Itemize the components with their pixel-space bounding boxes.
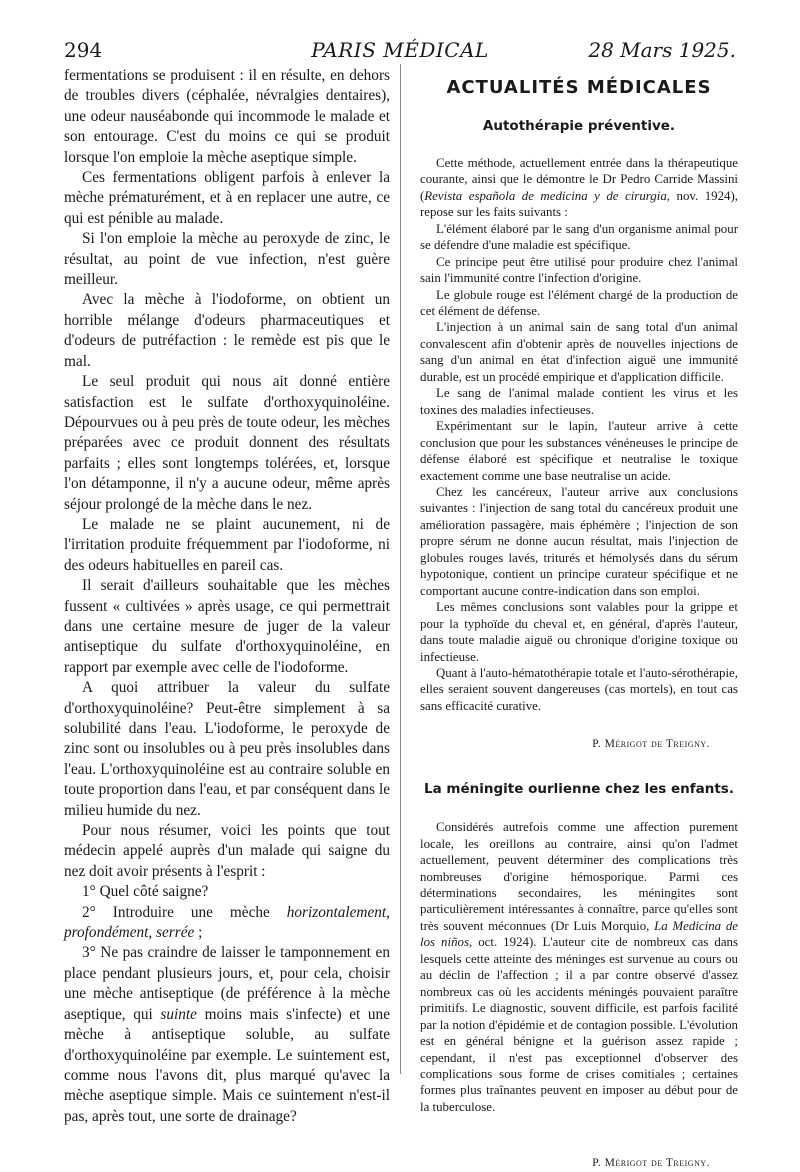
paragraph: L'élément élaboré par le sang d'un organisme animal pour se défendre d'une maladie est spécifique. <box>420 221 738 253</box>
column-divider <box>400 64 401 1074</box>
paragraph: Il serait d'ailleurs souhaitable que les mèches fussent « cultivées » après usage, ce qui permettrait dans une certaine mesure de juger de la valeur antiseptique du sulfate d'orthoxyquinoléine, en rapport par exemple avec celle de l'iodoforme. <box>64 577 390 676</box>
paragraph <box>420 155 738 221</box>
journal-citation: La Medicina de los niños <box>420 918 738 950</box>
text-run: Considérés autrefois comme une affection purement locale, les oreillons au contraire, ainsi qu'on l'admet actuellement, peuvent déterminer des complications très nombreuses d'origine hémosporique. Parmi ces déterminations secondaires, les méningites sont particulièrement intéressantes à connaître, parce qu'elles sont très souvent méconnues (Dr Luis Morquio, <box>420 820 738 933</box>
left-column <box>64 66 390 1127</box>
author-signature: P. Mérigot de Treigny. <box>592 1157 710 1170</box>
paragraph: Le sang de l'animal malade contient les virus et les toxines des maladies infectieuses. <box>420 386 738 417</box>
author-signature: P. Mérigot de Treigny. <box>592 738 710 751</box>
paragraph: Le globule rouge est l'élément chargé de la production de cet élément de défense. <box>420 287 738 318</box>
paragraph <box>420 819 738 1115</box>
paragraph: L'injection à un animal sain de sang total d'un animal convalescent afin d'obtenir après de nouvelles injections de sang d'un animal en état d'infection aiguë une immunité durable, est un procédé empirique et d'application difficile. <box>420 320 738 384</box>
paragraph: Pour nous résumer, voici les points que tout médecin appelé auprès d'un malade qui saigne du nez doit avoir présents à l'esprit : <box>64 822 390 880</box>
article-title: La méningite ourlienne chez les enfants. <box>424 780 734 797</box>
list-item <box>64 903 390 944</box>
emphasis: horizontalement, profondément, serrée <box>64 903 390 942</box>
list-item: 1° Quel côté saigne? <box>82 883 209 901</box>
emphasis: suinte <box>160 1005 197 1023</box>
text-run: ; <box>194 924 203 942</box>
text-run: 3° Ne pas craindre de laisser le tamponnement en place pendant plusieurs jours, et, pour cela, choisir une mèche antiseptique (de préférence à la mèche aseptique, qui <box>64 944 390 1023</box>
paragraph: Les mêmes conclusions sont valables pour la grippe et pour la typhoïde du cheval et, en général, d'après l'auteur, dans toute maladie aiguë ou chronique d'origine toxique ou infectieuse. <box>420 600 738 664</box>
paragraph: Le seul produit qui nous ait donné entière satisfaction est le sulfate d'orthoxyquinoléine. Dépourvues ou à peu près de toute odeur, les mèches préparées avec ce produit donnent des résultats parfaits ; elles sont longtemps tolérées, et, lorsque l'on détamponne, il n'y a aucune odeur, même après séjour prolongé de la mèche dans le nez. <box>64 373 390 513</box>
text-run: 2° Introduire une mèche <box>82 903 287 921</box>
list-item <box>64 943 390 1127</box>
paragraph: Expérimentant sur le lapin, l'auteur arrive à cette conclusion que pour les substances vénéneuses le principe de défense élaboré est spécifique et neutralise le toxique exactement comme une base neutralise un acide. <box>420 419 738 483</box>
text-run: Cette méthode, actuellement entrée dans la thérapeutique courante, ainsi que le démontre le Dr Pedro Carride Massini ( <box>420 155 738 203</box>
text-run: moins mais s'infecte) et une mèche à antiseptique soluble, au sulfate d'orthoxyquinoléine par exemple. Le suintement est, comme nous l'avons dit, plus marqué qu'avec la mèche aseptique simple. Mais ce suintement n'est-il pas, après tout, une sorte de drainage? <box>64 1005 390 1125</box>
journal-title: PARIS MÉDICAL <box>311 38 489 62</box>
paragraph: Avec la mèche à l'iodoforme, on obtient un horrible mélange d'odeurs pharmaceutiques et d'odeurs de putréfaction : le remède est pis que le mal. <box>64 291 390 370</box>
section-title: ACTUALITÉS MÉDICALES <box>446 77 712 98</box>
paragraph: Chez les cancéreux, l'auteur arrive aux conclusions suivantes : l'injection de sang total du cancéreux produit une amélioration passagère, mais éphémère ; l'injection de son propre sérum ne donne aucun résultat, mais l'injection de globules rouges lavés, triturés et hémolysés dans du sérum hypotonique, contient un principe curateur spécifique et ne comportant aucune contre-indication dans son emploi. <box>420 484 738 598</box>
paragraph: Quant à l'auto-hématothérapie totale et l'auto-sérothérapie, elles seraient souvent dangereuses (cas mortels), en tout cas sans efficacité curative. <box>420 665 738 713</box>
paragraph: fermentations se produisent : il en résulte, en dehors de troubles divers (céphalée, névralgies dentaires), une odeur nauséabonde qui incommode le malade et son entourage. C'est du moins ce qui se produit lorsque l'on emploie la mèche aseptique simple. <box>64 67 390 166</box>
text-run: , nov. 1924), repose sur les faits suivants : <box>420 188 739 220</box>
paragraph: Si l'on emploie la mèche au peroxyde de zinc, le résultat, au point de vue infection, n'est guère meilleur. <box>64 230 390 289</box>
right-column <box>420 74 738 1172</box>
issue-date: 28 Mars 1925. <box>588 38 736 62</box>
paragraph: Ce principe peut être utilisé pour produire chez l'animal sain l'immunité contre l'infection d'origine. <box>420 254 738 286</box>
paragraph: Le malade ne se plaint aucunement, ni de l'irritation produite fréquemment par l'iodoforme, ni des odeurs habituelles en pareil cas. <box>64 515 390 574</box>
paragraph: A quoi attribuer la valeur du sulfate d'orthoxyquinoléine? Peut-être simplement à sa solubilité dans l'eau. L'iodoforme, le peroxyde de zinc sont ou insolubles ou à peu près insolubles dans l'eau. L'orthoxyquinoléine est au contraire soluble en toute proportion dans l'eau, et par conséquent dans le milieu humide du nez. <box>64 679 390 819</box>
page-number: 294 <box>64 38 103 62</box>
paragraph: Ces fermentations obligent parfois à enlever la mèche prématurément, et à en replacer une autre, ce qui est pénible au malade. <box>64 169 390 227</box>
text-run: , oct. 1924). L'auteur cite de nombreux cas dans lesquels cette atteinte des méninges est survenue au cours ou au déclin de l'affection ; il a par contre observé d'assez nombreux cas où les accidents méningés pouvaient paraître primitifs. Le diagnostic, souvent difficile, est parfois facilité par la notion d'épidémie et de contagion possible. L'évolution est en général bénigne et la guérison assez rapide ; cependant, il n'est pas exceptionnel d'observer des complications sous forme de crises comitiales ; certaines formes plus traînantes peuvent en imposer au début pour de la tuberculose. <box>420 935 738 1114</box>
journal-citation: Revista española de medicina y de cirurgia <box>424 188 667 203</box>
article-title: Autothérapie préventive. <box>482 118 676 135</box>
